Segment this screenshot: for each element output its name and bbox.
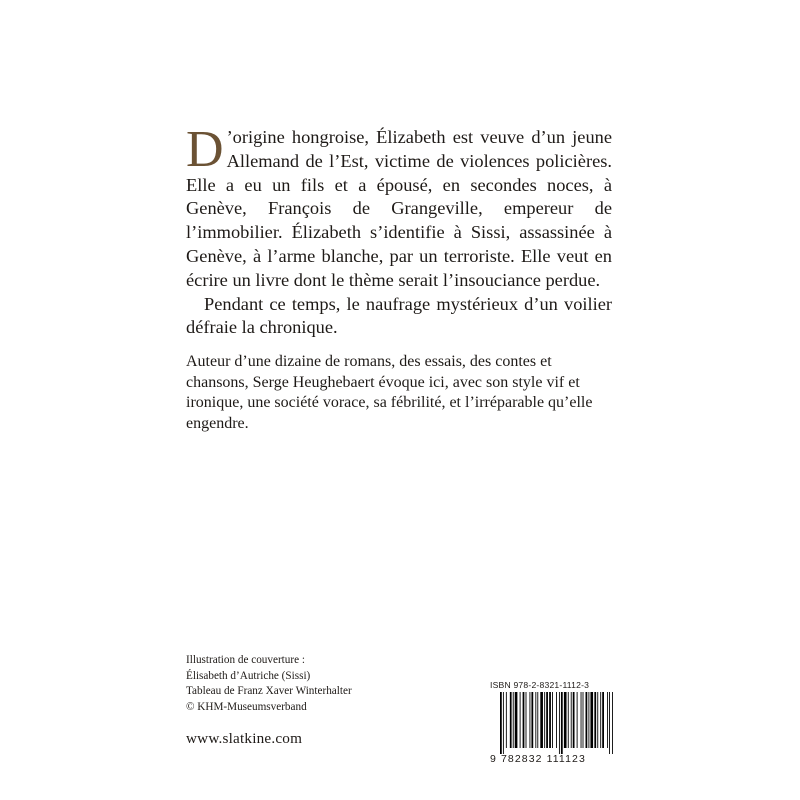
barcode-bar — [526, 692, 527, 748]
barcode-bar — [588, 692, 589, 748]
barcode-bar — [549, 692, 551, 748]
barcode-bar — [544, 692, 545, 748]
credit-line: Tableau de Franz Xaver Winterhalter — [186, 685, 352, 698]
barcode-bar — [583, 692, 584, 748]
isbn-block — [490, 680, 615, 770]
blurb-paragraph-2: Pendant ce temps, le naufrage mystérieux d’un voilier défraie la chronique. — [186, 293, 612, 338]
barcode-bar — [523, 692, 525, 748]
barcode-bar — [577, 692, 578, 748]
author-bio: Auteur d’une dizaine de romans, des essais, des contes et chansons, Serge Heughebaert évoque ici, avec son style vif et ironique, une société vorace, sa fébrilité, et l’irréparable qu’elle engendre. — [186, 353, 593, 432]
barcode-bar — [552, 692, 553, 748]
barcode-bar — [573, 692, 575, 748]
credit-line: © KHM-Museumsverband — [186, 700, 307, 713]
barcode-bar — [571, 692, 572, 748]
barcode-bar — [602, 692, 604, 748]
barcode-bar — [500, 692, 502, 754]
barcode-bar — [556, 692, 557, 748]
barcode-bar — [607, 692, 608, 748]
barcode-bar — [537, 692, 538, 748]
barcode-bar — [503, 692, 504, 754]
isbn-label: ISBN 978-2-8321-1112-3 — [490, 680, 590, 690]
barcode-bar — [586, 692, 588, 748]
credit-line: Élisabeth d’Autriche (Sissi) — [186, 669, 311, 682]
blurb-paragraph-1-text: ’origine hongroise, Élizabeth est veuve d’un jeune Allemand de l’Est, victime de violences policières. Elle a eu un fils et a épousé, en secondes noces, à Genève, François de Grangeville, empereur de l’immobilier. Élizabeth s’identifie à Sissi, assassinée à Genève, à l’arme blanche, par un terroriste. Elle veut en écrire un livre dont le thème serait l’insouciance perdue. — [186, 127, 612, 290]
blurb-paragraph-1 — [186, 121, 612, 293]
drop-cap: D — [186, 121, 224, 178]
barcode-bar — [581, 692, 582, 748]
barcode-bar — [559, 692, 560, 754]
cover-credits — [186, 653, 446, 715]
blurb — [186, 121, 612, 340]
barcode-digits: 9 782832 111123 — [490, 753, 586, 765]
barcode-bar — [520, 692, 521, 748]
barcode-bar — [568, 692, 569, 748]
barcode-icon — [500, 692, 615, 754]
publisher-website[interactable]: www.slatkine.com — [186, 730, 303, 747]
barcode-bar — [561, 692, 563, 754]
barcode-bar — [597, 692, 598, 748]
barcode-bar — [535, 692, 536, 748]
barcode-bar — [612, 692, 613, 754]
barcode-bar — [540, 692, 543, 748]
barcode-bar — [531, 692, 533, 748]
barcode-bar — [590, 692, 593, 748]
barcode-bar — [513, 692, 514, 748]
barcode-bar — [594, 692, 596, 748]
barcode-bar — [546, 692, 548, 748]
barcode-bar — [515, 692, 518, 748]
barcode-bar — [564, 692, 567, 748]
barcode-bar — [529, 692, 530, 748]
credit-line: Illustration de couverture : — [186, 654, 305, 666]
barcode-bar — [609, 692, 610, 754]
barcode-bar — [600, 692, 601, 748]
barcode-bar — [510, 692, 512, 748]
barcode-bar — [506, 692, 507, 748]
